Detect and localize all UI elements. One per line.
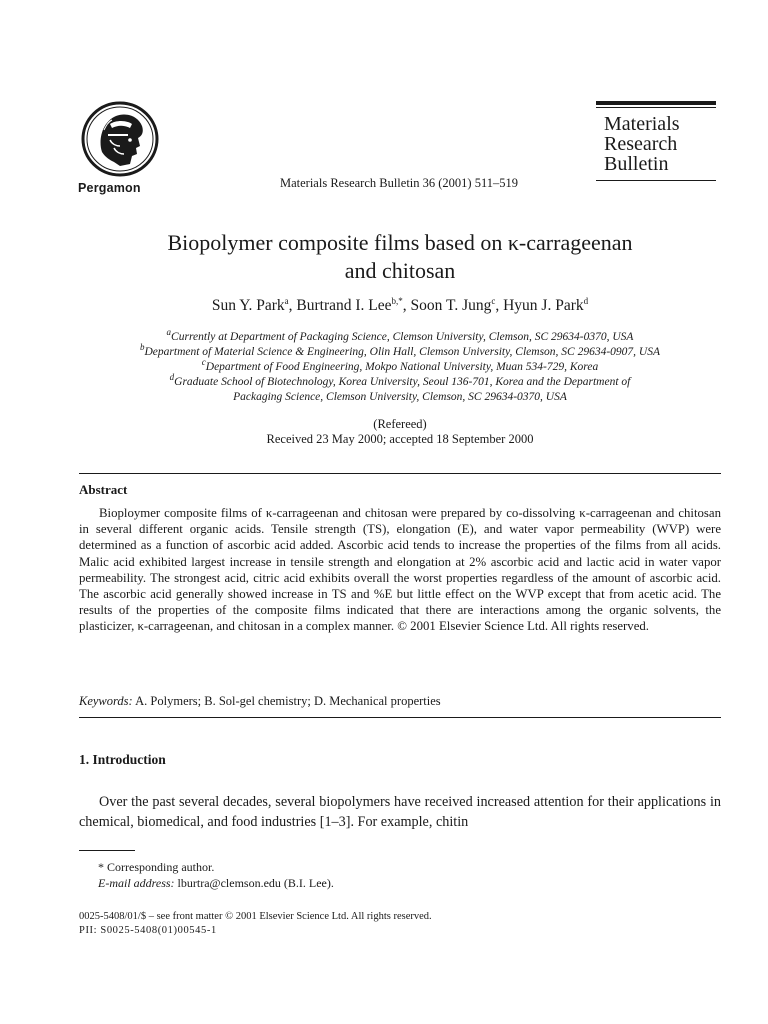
affiliation-list <box>70 327 730 405</box>
author-affiliation-mark: a <box>284 295 289 306</box>
author-separator: , <box>402 297 411 314</box>
publisher-name: Pergamon <box>78 181 141 195</box>
refereed-label: (Refereed) <box>373 417 427 431</box>
author-name: Burtrand I. Lee <box>296 297 392 314</box>
journal-name-line: Research <box>604 133 678 155</box>
affiliation-text: Graduate School of Biotechnology, Korea University, Seoul 136-701, Korea and the Department of <box>174 376 631 388</box>
author-list <box>80 297 720 315</box>
author-affiliation-mark: c <box>491 295 496 306</box>
affiliation <box>70 327 730 345</box>
abstract-heading: Abstract <box>79 482 128 497</box>
email-label: E-mail address: <box>98 876 175 890</box>
footnote <box>98 859 334 891</box>
affiliation-text: Department of Material Science & Engineering, Olin Hall, Clemson University, Clemson, SC 29634-0907, USA <box>144 346 661 358</box>
journal-citation: Materials Research Bulletin 36 (2001) 511–519 <box>279 176 519 190</box>
author-name: Hyun J. Park <box>503 297 584 314</box>
author-affiliation-mark: d <box>583 295 589 306</box>
abstract-top-rule <box>79 473 721 474</box>
affiliation-text: Department of Food Engineering, Mokpo National University, Muan 534-729, Korea <box>205 361 599 373</box>
affiliation-mark: b <box>139 342 145 353</box>
journal-name-block <box>596 101 716 181</box>
copyright-line: 0025-5408/01/$ – see front matter © 2001 Elsevier Science Ltd. All rights reserved. <box>79 911 432 922</box>
front-matter <box>79 910 432 938</box>
email-line <box>98 875 334 891</box>
pii-line: PII: S0025-5408(01)00545-1 <box>79 925 217 936</box>
affiliation <box>70 342 730 360</box>
journal-top-rule-thin <box>596 107 716 108</box>
affiliation-mark: c <box>201 357 206 368</box>
affiliation-text: Packaging Science, Clemson University, Clemson, SC 29634-0370, USA <box>233 391 567 403</box>
journal-name-line: Bulletin <box>604 153 669 175</box>
author-separator: , <box>495 297 504 314</box>
journal-name <box>596 114 716 174</box>
affiliation-mark: a <box>166 327 172 338</box>
author-name: Soon T. Jung <box>410 297 492 314</box>
section-heading-introduction: 1. Introduction <box>79 752 166 767</box>
abstract-bottom-rule <box>79 717 721 718</box>
article-title-line: Biopolymer composite films based on κ-carrageenan <box>167 230 633 255</box>
article-title <box>80 229 720 285</box>
journal-name-line: Materials <box>604 113 680 135</box>
received-dates: Received 23 May 2000; accepted 18 September 2000 <box>266 432 534 446</box>
author-name: Sun Y. Park <box>211 297 285 314</box>
footnote-rule <box>79 850 135 851</box>
journal-bottom-rule <box>596 180 716 181</box>
author-separator: , <box>288 297 297 314</box>
article-title-line: and chitosan <box>344 258 456 283</box>
keywords-list: A. Polymers; B. Sol-gel chemistry; D. Mechanical properties <box>135 694 441 708</box>
introduction-text: Over the past several decades, several biopolymers have received increased attention for their applications in chemical, biomedical, and food industries [1–3]. For example, chitin <box>79 794 721 830</box>
keywords-label: Keywords: <box>79 694 133 708</box>
journal-top-rule <box>596 101 716 105</box>
affiliation <box>70 390 730 405</box>
corresponding-author-note: * Corresponding author. <box>98 860 215 874</box>
keywords <box>79 694 441 709</box>
email-address: lburtra@clemson.edu (B.I. Lee). <box>177 876 334 890</box>
affiliation-mark: d <box>169 372 175 383</box>
pergamon-athena-head-logo-icon <box>80 100 160 178</box>
review-info <box>80 417 720 447</box>
affiliation-text: Currently at Department of Packaging Science, Clemson University, Clemson, SC 29634-0370, USA <box>171 331 634 343</box>
author-affiliation-mark: b,* <box>391 295 403 306</box>
affiliation <box>70 372 730 390</box>
abstract-text: Bioploymer composite films of κ-carrageenan and chitosan were prepared by co-dissolving κ-carrageenan and chitosan in several different organic acids. Tensile strength (TS), elongation (E), and water vapor permeability (WVP) were determined as a function of ascorbic acid added. Ascorbic acid tends to increase the properties of the films from all acids. Malic acid exhibited largest increase in tensile strength and elongation at 2% ascorbic acid and lactic acid in water vapor permeability. The strongest acid, citric acid exhibits overall the worst properties regardless of the amount of ascorbic acid. The ascorbic acid generally showed increase in TS and %E but little effect on the WVP except that from acetic acid. The results of the properties of the composite films indicated that there are interactions among the organic solvents, the plasticizer, κ-carrageenan, and chitosan in a complex manner. © 2001 Elsevier Science Ltd. All rights reserved. <box>79 506 721 634</box>
